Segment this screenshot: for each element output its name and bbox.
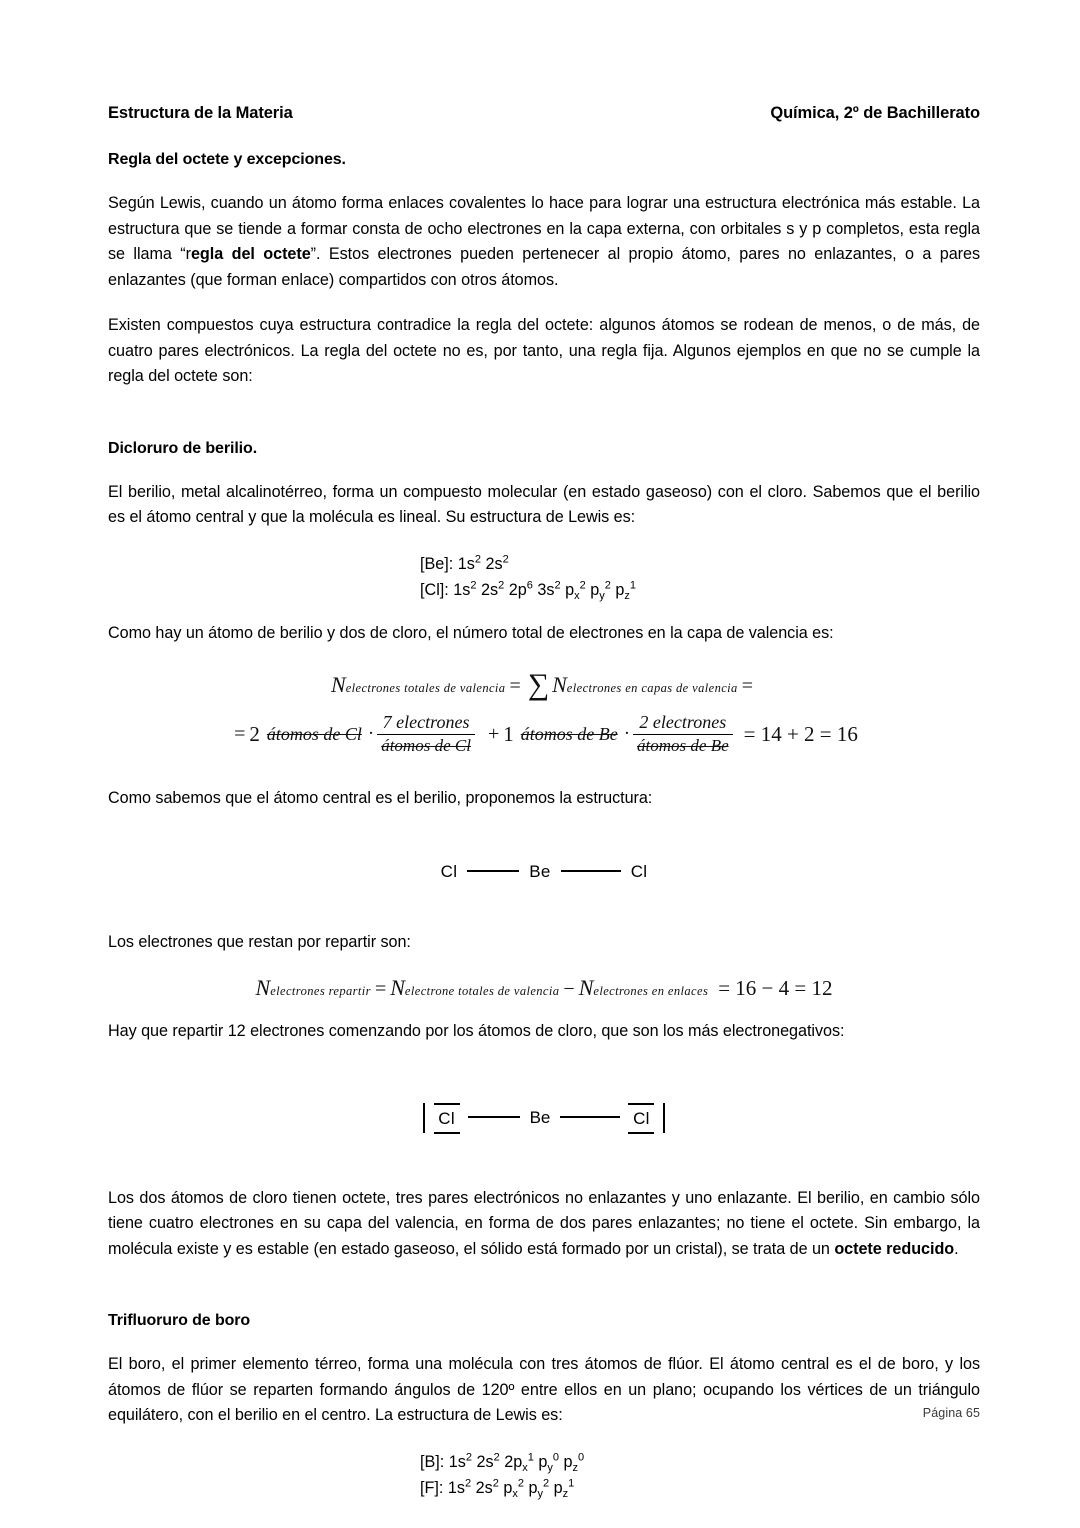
lone-pair-bar-top-left bbox=[434, 1103, 460, 1105]
atom-label-cl-right: Cl bbox=[630, 861, 648, 881]
operator-equals-1: = bbox=[509, 675, 521, 697]
symbol-N-a: N bbox=[255, 975, 271, 1000]
equation-total-valence-electrons bbox=[108, 666, 980, 756]
vertical-spacer bbox=[108, 756, 980, 786]
operator-equals-3: = bbox=[234, 722, 246, 745]
coefficient-2: 1 bbox=[503, 721, 514, 746]
symbol-N-c: N bbox=[578, 975, 594, 1000]
equation-line-2 bbox=[108, 712, 980, 756]
equation-electrons-to-distribute bbox=[108, 975, 980, 1001]
inline-bold-octete-reducido: octete reducido bbox=[834, 1239, 955, 1258]
subscript-c: electrones en enlaces bbox=[593, 984, 709, 998]
subscript-b: electrone totales de valencia bbox=[404, 984, 560, 998]
equation-1-result: = 14 + 2 = 16 bbox=[743, 721, 858, 746]
paragraph-como-sabemos: Como sabemos que el átomo central es el berilio, proponemos la estructura: bbox=[108, 789, 653, 807]
config-be-mid: 2s bbox=[481, 554, 503, 573]
atom-label-be-center: Be bbox=[529, 1108, 551, 1127]
summation-symbol: ∑ bbox=[527, 668, 550, 701]
paragraph-text-part-2: ”. Estos electrones pueden pertenecer al propio átomo, pares no enlazantes, o a pares enlazantes (que forman enlace) compartidos con otros átomos. bbox=[108, 245, 980, 289]
paragraph-los-electrones-restan: Los electrones que restan por repartir son: bbox=[108, 932, 411, 951]
config-line-f: [F]: $1s^2$ $2s^2$ $p_x^2$ $p_y^2$ $p_z^1$ bbox=[420, 1477, 575, 1500]
paragraph-el-berilio: El berilio, metal alcalinotérreo, forma un compuesto molecular (en estado gaseoso) con el cloro. Sabemos que el berilio es el átomo central y que la molécula es lineal. Su estructura de Lewis es: bbox=[108, 482, 980, 526]
fraction-numerator-1: 7 electrones bbox=[382, 712, 470, 732]
fraction-numerator-2: 2 electrones bbox=[639, 712, 727, 732]
paragraph-text-part-1: Según Lewis, cuando un átomo forma enlaces covalentes lo hace para lograr una estructura electrónica más estable. La estructura que se tiende a formar consta de ocho electrones en la capa externa, con orbitales s y p completos, esta regla se llama “r bbox=[108, 194, 980, 263]
symbol-N-2: N bbox=[552, 672, 567, 697]
heading-trifluoruro-de-boro: Trifluoruro de boro bbox=[108, 1312, 251, 1329]
config-be-sup-1: 2 bbox=[474, 553, 482, 566]
paragraph-existen-compuestos: Existen compuestos cuya estructura contradice la regla del octete: algunos átomos se rodean de menos, o de más, de cuatro pares electrónicos. La regla del octete no es, por tanto, una regla fija. Algunos ejemplos en que no se cumple la regla del octete son: bbox=[108, 316, 980, 385]
config-line-cl: [Cl]: $1s^2$ $2s^2$ $2p^6$ $3s^2$ $p_x^2$ $p_y^2$ $p_z^1$ bbox=[420, 579, 637, 602]
lone-pair-bar-bottom-left bbox=[434, 1132, 460, 1134]
bond-line-left bbox=[468, 1116, 520, 1118]
equation-line-1 bbox=[108, 666, 980, 700]
bond-line-right bbox=[561, 870, 621, 872]
operator-dot-2: · bbox=[623, 723, 631, 744]
operator-dot-1: · bbox=[367, 723, 375, 744]
atom-group-cl-right bbox=[628, 1103, 654, 1134]
subscript-2: electrones en capas de valencia bbox=[566, 681, 738, 695]
vertical-spacer bbox=[108, 1001, 980, 1019]
config-f-label: [F]: 1s bbox=[420, 1478, 465, 1497]
symbol-N-b: N bbox=[390, 975, 405, 1000]
lone-pair-bar-top-right bbox=[628, 1103, 654, 1105]
config-line-be bbox=[420, 551, 980, 577]
heading-regla-del-octete: Regla del octete y excepciones. bbox=[108, 151, 346, 168]
equation-2-result: = 16 − 4 = 12 bbox=[718, 976, 833, 1000]
config-b-label: [B]: 1s bbox=[420, 1452, 466, 1471]
paragraph-hay-que-repartir: Hay que repartir 12 electrones comenzando por los átomos de cloro, que son los más electronegativos: bbox=[108, 1022, 845, 1040]
config-be-sup-2: 2 bbox=[502, 553, 509, 566]
lone-pair-bar-left-vertical bbox=[423, 1103, 425, 1133]
operator-plus: + bbox=[487, 722, 500, 745]
atom-group-cl-left bbox=[434, 1103, 460, 1134]
header-left-title: Estructura de la Materia bbox=[108, 104, 293, 122]
paragraph-los-dos-atomos-cloro bbox=[108, 1186, 980, 1263]
fraction-7-electrones-por-atomo-cl bbox=[377, 712, 475, 756]
page-content bbox=[108, 104, 980, 1501]
fraction-denominator-1: átomos de Cl bbox=[381, 736, 471, 755]
vertical-spacer bbox=[108, 603, 980, 621]
fraction-denominator-2: átomos de Be bbox=[637, 736, 729, 755]
config-line-b: [B]: $1s^2$ $2s^2$ $2p_x^1$ $p_y^0$ $p_z^0$ bbox=[420, 1451, 585, 1474]
lewis-structure-becl2-lone-pairs bbox=[108, 1103, 980, 1134]
paragraph-segun-lewis bbox=[108, 191, 980, 293]
config-cl-label: [Cl]: 1s bbox=[420, 580, 471, 599]
vertical-spacer bbox=[108, 410, 980, 440]
bond-line-right bbox=[560, 1116, 620, 1118]
unit-atomos-de-cl-numerator: átomos de Cl bbox=[266, 723, 362, 744]
heading-dicloruro-de-berilio: Dicloruro de berilio. bbox=[108, 439, 258, 457]
paragraph-el-boro: El boro, el primer elemento térreo, forma una molécula con tres átomos de flúor. El átomo central es el de boro, y los átomos de flúor se reparten formando ángulos de 120º entre ellos en un plano; ocupando los vértices de un triángulo equilátero, con el berilio en el centro. La estructura de Lewis es: bbox=[108, 1355, 980, 1424]
inline-bold-regla-del-octete: egla del octete bbox=[190, 245, 311, 263]
page-footer: Página 65 bbox=[922, 1406, 980, 1420]
header-right-title: Química, 2º de Bachillerato bbox=[770, 104, 980, 122]
subscript-a: electrones repartir bbox=[270, 984, 371, 998]
operator-minus: − bbox=[563, 978, 575, 1000]
lone-pair-bar-right-vertical bbox=[663, 1103, 665, 1133]
config-be-label: [Be]: 1s bbox=[420, 554, 475, 573]
unit-atomos-de-be-numerator: átomos de Be bbox=[520, 723, 618, 744]
lewis-structure-becl2-simple bbox=[108, 862, 980, 882]
coefficient-1: 2 bbox=[249, 721, 260, 746]
operator-equals-a: = bbox=[374, 978, 387, 1000]
electron-config-bf3 bbox=[108, 1449, 980, 1501]
fraction-2-electrones-por-atomo-be bbox=[633, 712, 733, 756]
equation-2-line bbox=[108, 975, 980, 1001]
atom-label-cl-left: Cl bbox=[438, 1108, 455, 1128]
paragraph-text-part-1: Los dos átomos de cloro tienen octete, tres pares electrónicos no enlazantes y uno enlazante. El berilio, en cambio sólo tiene cuatro electrones en su capa del valencia, en forma de dos pares enlazantes; no tiene el octete. Sin embargo, la molécula existe y es estable (en estado gaseoso, el sólido está formado por un cristal), se trata de un bbox=[108, 1188, 980, 1258]
atom-label-cl-right: Cl bbox=[633, 1108, 650, 1128]
atom-label-be-center: Be bbox=[529, 861, 551, 881]
atom-label-cl-left: Cl bbox=[440, 861, 458, 881]
lone-pair-bar-bottom-right bbox=[628, 1132, 654, 1134]
symbol-N-1: N bbox=[331, 672, 346, 697]
operator-equals-2: = bbox=[741, 675, 753, 697]
running-header bbox=[108, 104, 980, 123]
subscript-1: electrones totales de valencia bbox=[345, 681, 506, 695]
paragraph-text-part-2: . bbox=[954, 1239, 959, 1258]
paragraph-como-hay-un-atomo: Como hay un átomo de berilio y dos de cloro, el número total de electrones en la capa de valencia es: bbox=[108, 623, 834, 642]
electron-config-becl2 bbox=[108, 551, 980, 603]
bond-line-left bbox=[467, 870, 519, 872]
vertical-spacer bbox=[108, 1282, 980, 1312]
